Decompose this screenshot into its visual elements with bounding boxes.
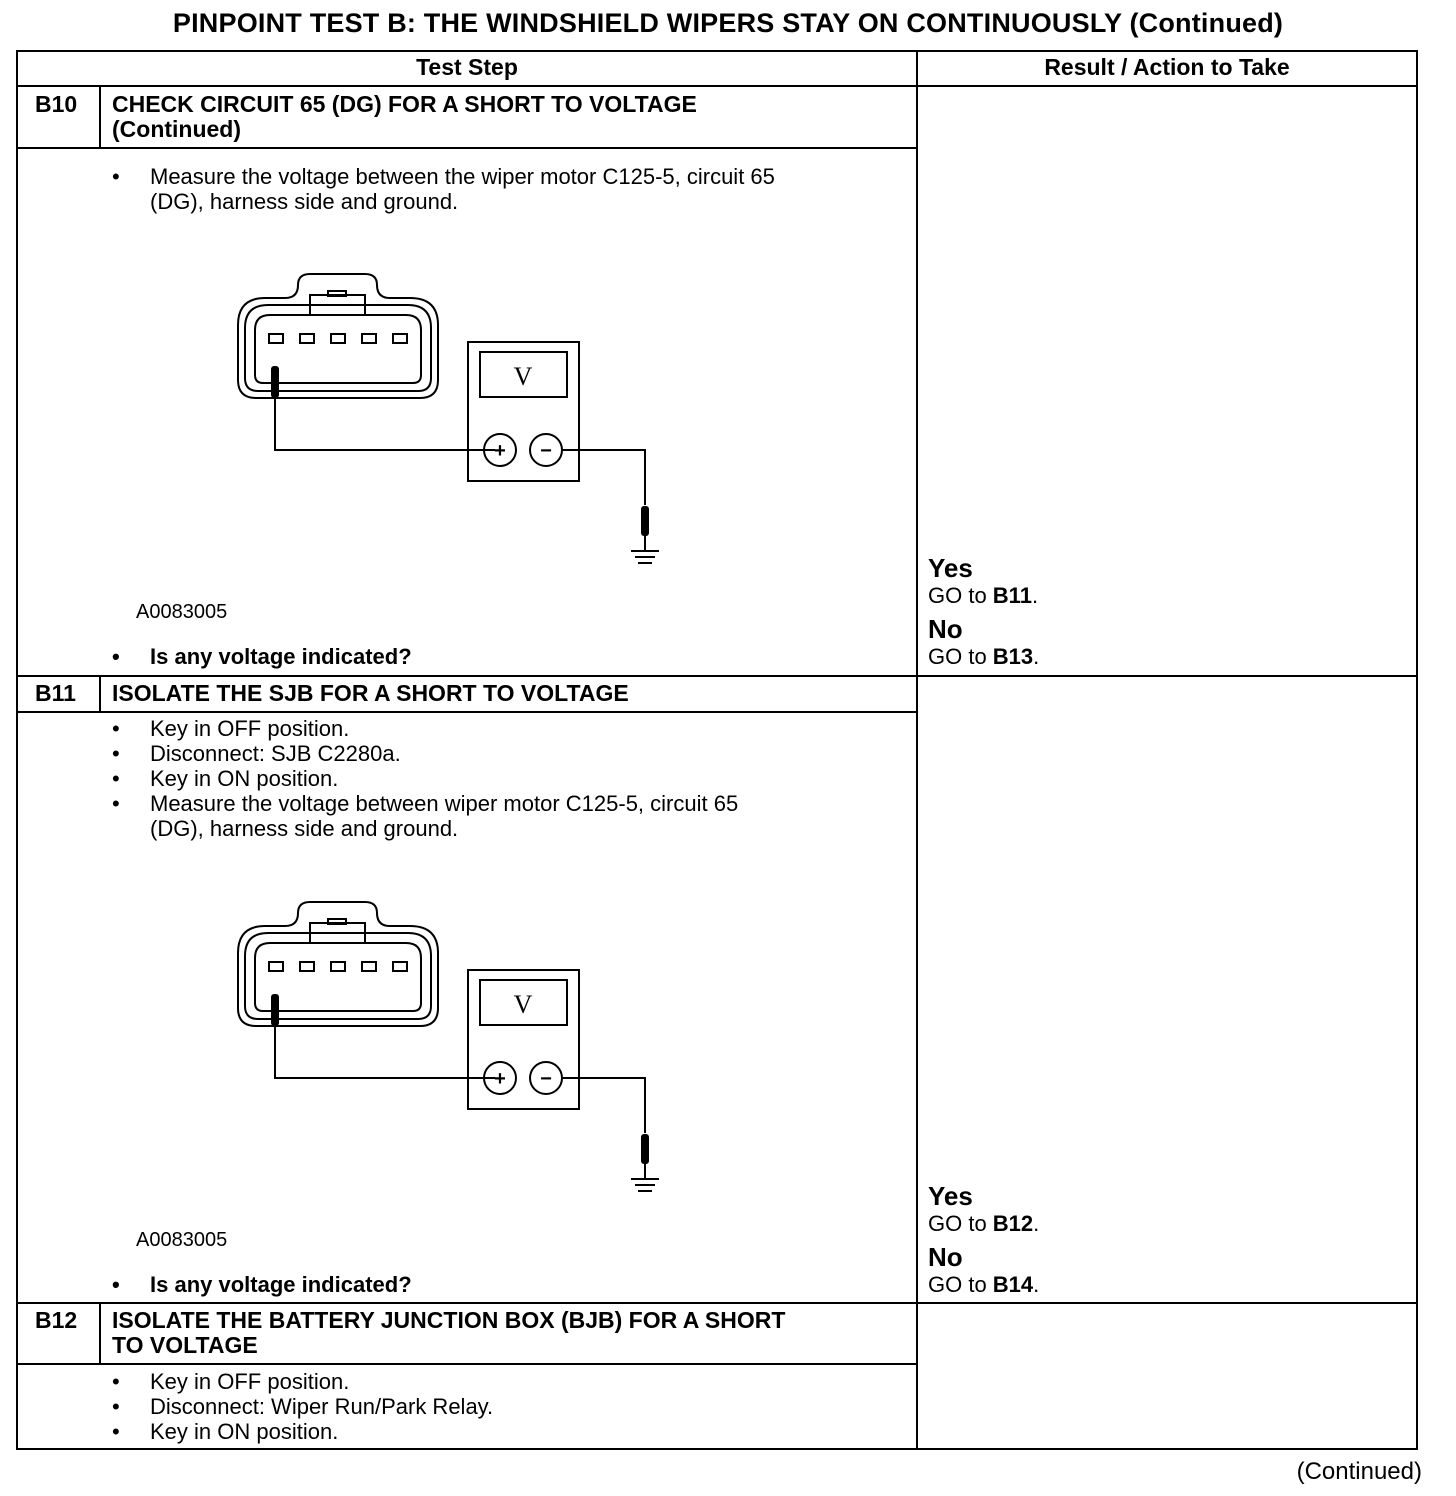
b11-connector-diagram — [230, 898, 670, 1208]
list-item: • Key in OFF position. — [112, 716, 738, 741]
b11-heading-divider — [16, 711, 918, 713]
b11-step-id: B11 — [35, 680, 76, 706]
b10-heading-divider — [16, 147, 918, 149]
list-item: • Disconnect: SJB C2280a. — [112, 741, 738, 766]
b10-connector-diagram — [230, 270, 670, 580]
list-item: • Measure the voltage between wiper motor C125-5, circuit 65 (DG), harness side and ground. — [112, 791, 738, 841]
b11-yes-action: GO to B12. — [928, 1211, 1040, 1236]
header-test-step: Test Step — [416, 54, 518, 80]
list-item: • Key in ON position. — [112, 1419, 493, 1444]
b11-instructions — [112, 716, 738, 841]
b10-yes-label: Yes — [928, 553, 973, 583]
b10-heading-line1: CHECK CIRCUIT 65 (DG) FOR A SHORT TO VOLTAGE — [112, 91, 697, 117]
ground-wire — [562, 1078, 645, 1133]
b10-question: • Is any voltage indicated? — [112, 644, 412, 669]
b10-figure-id: A0083005 — [136, 601, 228, 623]
minus-terminal: − — [540, 440, 552, 462]
b12-heading-line2: TO VOLTAGE — [112, 1332, 258, 1358]
b11-yes-label: Yes — [928, 1181, 973, 1211]
b11-question: • Is any voltage indicated? — [112, 1272, 412, 1297]
plus-terminal: + — [494, 440, 506, 462]
list-item: • Measure the voltage between the wiper motor C125-5, circuit 65 (DG), harness side and ground. — [112, 164, 775, 214]
b10-no-label: No — [928, 614, 963, 644]
table-border-left — [16, 50, 18, 1450]
voltmeter-label: V — [513, 362, 533, 391]
list-item: • Key in OFF position. — [112, 1369, 493, 1394]
b11-yes-target: B12 — [992, 1211, 1034, 1236]
page-title: PINPOINT TEST B: THE WINDSHIELD WIPERS STAY ON CONTINUOUSLY (Continued) — [172, 8, 1284, 38]
b10-heading-line2: (Continued) — [112, 116, 242, 142]
table-border-bottom — [16, 1448, 1418, 1450]
b11-heading-line1: ISOLATE THE SJB FOR A SHORT TO VOLTAGE — [112, 680, 629, 706]
header-result: Result / Action to Take — [1044, 54, 1290, 80]
table-border-right — [1416, 50, 1418, 1450]
b10-no-action: GO to B13. — [928, 644, 1040, 669]
probe-wire — [275, 1023, 495, 1078]
plus-terminal: + — [494, 1068, 506, 1090]
b12-instructions — [112, 1369, 493, 1444]
b11-figure-id: A0083005 — [136, 1229, 228, 1251]
b10-instructions — [112, 164, 775, 214]
b12-id-divider — [99, 1303, 101, 1364]
minus-terminal: − — [540, 1068, 552, 1090]
b10-yes-action: GO to B11. — [928, 583, 1039, 608]
table-border-top — [16, 50, 1418, 52]
list-item: • Disconnect: Wiper Run/Park Relay. — [112, 1394, 493, 1419]
continued-footer: (Continued) — [1296, 1458, 1422, 1485]
b11-id-divider — [99, 676, 101, 712]
column-divider — [916, 50, 918, 1450]
b10-no-target: B13 — [992, 644, 1034, 669]
b12-heading-line1: ISOLATE THE BATTERY JUNCTION BOX (BJB) FOR A SHORT — [112, 1307, 786, 1333]
b10-id-divider — [99, 86, 101, 148]
b10-step-id: B10 — [35, 91, 78, 117]
b10-yes-target: B11 — [992, 583, 1032, 608]
b11-row-divider — [16, 1302, 1418, 1304]
ground-wire — [562, 450, 645, 505]
header-divider — [16, 85, 1418, 87]
voltmeter-label: V — [513, 990, 533, 1019]
b10-row-divider — [16, 675, 1418, 677]
list-item: • Key in ON position. — [112, 766, 738, 791]
probe-wire — [275, 395, 495, 450]
b12-heading-divider — [16, 1363, 918, 1365]
b11-no-action: GO to B14. — [928, 1272, 1040, 1297]
b11-no-target: B14 — [992, 1272, 1034, 1297]
b12-step-id: B12 — [35, 1307, 78, 1333]
b11-no-label: No — [928, 1242, 963, 1272]
